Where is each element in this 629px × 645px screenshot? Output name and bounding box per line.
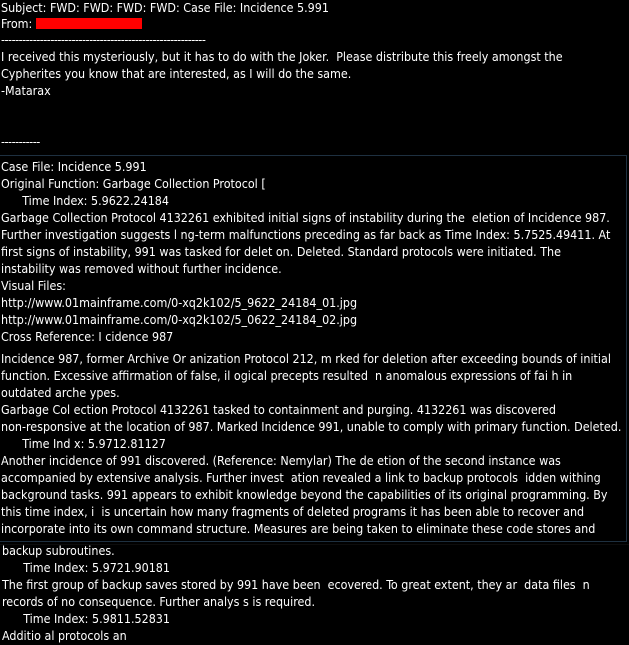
time-index: Time Index: 5.9721.90181 xyxy=(2,560,170,575)
visual-file-link[interactable]: http://www.01mainframe.com/0-xq2k102/5_9622_24184_01.jpg xyxy=(1,295,358,310)
from-label: From: xyxy=(1,16,33,31)
paragraph-line: background tasks. 991 appears to exhibit knowledge beyond the capabilities of its original programming. By xyxy=(1,487,608,502)
time-index: Time Index: 5.9622.24184 xyxy=(1,193,169,208)
cross-reference: Cross Reference: I cidence 987 xyxy=(1,329,174,344)
paragraph-line: incorporate into its own command structure. Measures are being taken to eliminate these code stores and xyxy=(1,521,596,536)
message-line: I received this mysteriously, but it has to do with the Joker. Please distribute this freely amongst the xyxy=(1,49,563,64)
paragraph-line: instability was removed without further incidence. xyxy=(1,261,282,276)
short-separator: ----------- xyxy=(1,134,40,149)
case-title: Case File: Incidence 5.991 xyxy=(1,159,147,174)
redacted-sender xyxy=(36,18,142,29)
signature: -Matarax xyxy=(1,83,51,98)
paragraph-line: accompanied by extensive analysis. Further invest ation revealed a link to backup protocols idden withing xyxy=(1,470,601,485)
paragraph-line: outdated arche ypes. xyxy=(1,385,120,400)
visual-files-label: Visual Files: xyxy=(1,278,66,293)
time-index: Time Index: 5.9811.52831 xyxy=(2,611,170,626)
email-from xyxy=(1,15,142,32)
original-function: Original Function: Garbage Collection Protocol [ xyxy=(1,176,266,191)
paragraph-line: Garbage Collection Protocol 4132261 exhibited initial signs of instability during the eletion of Incidence 987. xyxy=(1,210,610,225)
paragraph-line: records of no consequence. Further analys s is required. xyxy=(2,594,315,609)
message-line: Cypherites you know that are interested, as I will do the same. xyxy=(1,66,352,81)
paragraph-line: backup subroutines. xyxy=(2,543,115,558)
email-subject: Subject: FWD: FWD: FWD: FWD: Case File: Incidence 5.991 xyxy=(1,0,329,15)
paragraph-line: Further investigation suggests l ng-term malfunctions preceding as far back as Time Index: 5.7525.49411. At xyxy=(1,227,611,242)
paragraph-line: Additio al protocols an xyxy=(2,628,127,643)
paragraph-line: The first group of backup saves stored by 991 have been ecovered. To great extent, they ar data files n xyxy=(2,577,590,592)
paragraph-line: Garbage Col ection Protocol 4132261 tasked to containment and purging. 4132261 was discovered xyxy=(1,402,556,417)
paragraph-line: non-responsive at the location of 987. Marked Incidence 991, unable to comply with primary function. Deleted. xyxy=(1,419,622,434)
paragraph-line: first signs of instability, 991 was tasked for delet on. Deleted. Standard protocols were initiated. The xyxy=(1,244,561,259)
paragraph-line: this time index, i is uncertain how many fragments of deleted programs it has been able to recover and xyxy=(1,504,585,519)
time-index: Time Ind x: 5.9712.81127 xyxy=(1,436,166,451)
paragraph-line: Another incidence of 991 discovered. (Reference: Nemylar) The de etion of the second instance was xyxy=(1,453,561,468)
separator: ---------------------------------------------------------- xyxy=(1,32,206,47)
paragraph-line: function. Excessive affirmation of false, il ogical precepts resulted n anomalous expressions of fai h in xyxy=(1,368,573,383)
paragraph-line: Incidence 987, former Archive Or anization Protocol 212, m rked for deletion after exceeding bounds of initial xyxy=(1,351,611,366)
visual-file-link[interactable]: http://www.01mainframe.com/0-xq2k102/5_0622_24184_02.jpg xyxy=(1,312,358,327)
